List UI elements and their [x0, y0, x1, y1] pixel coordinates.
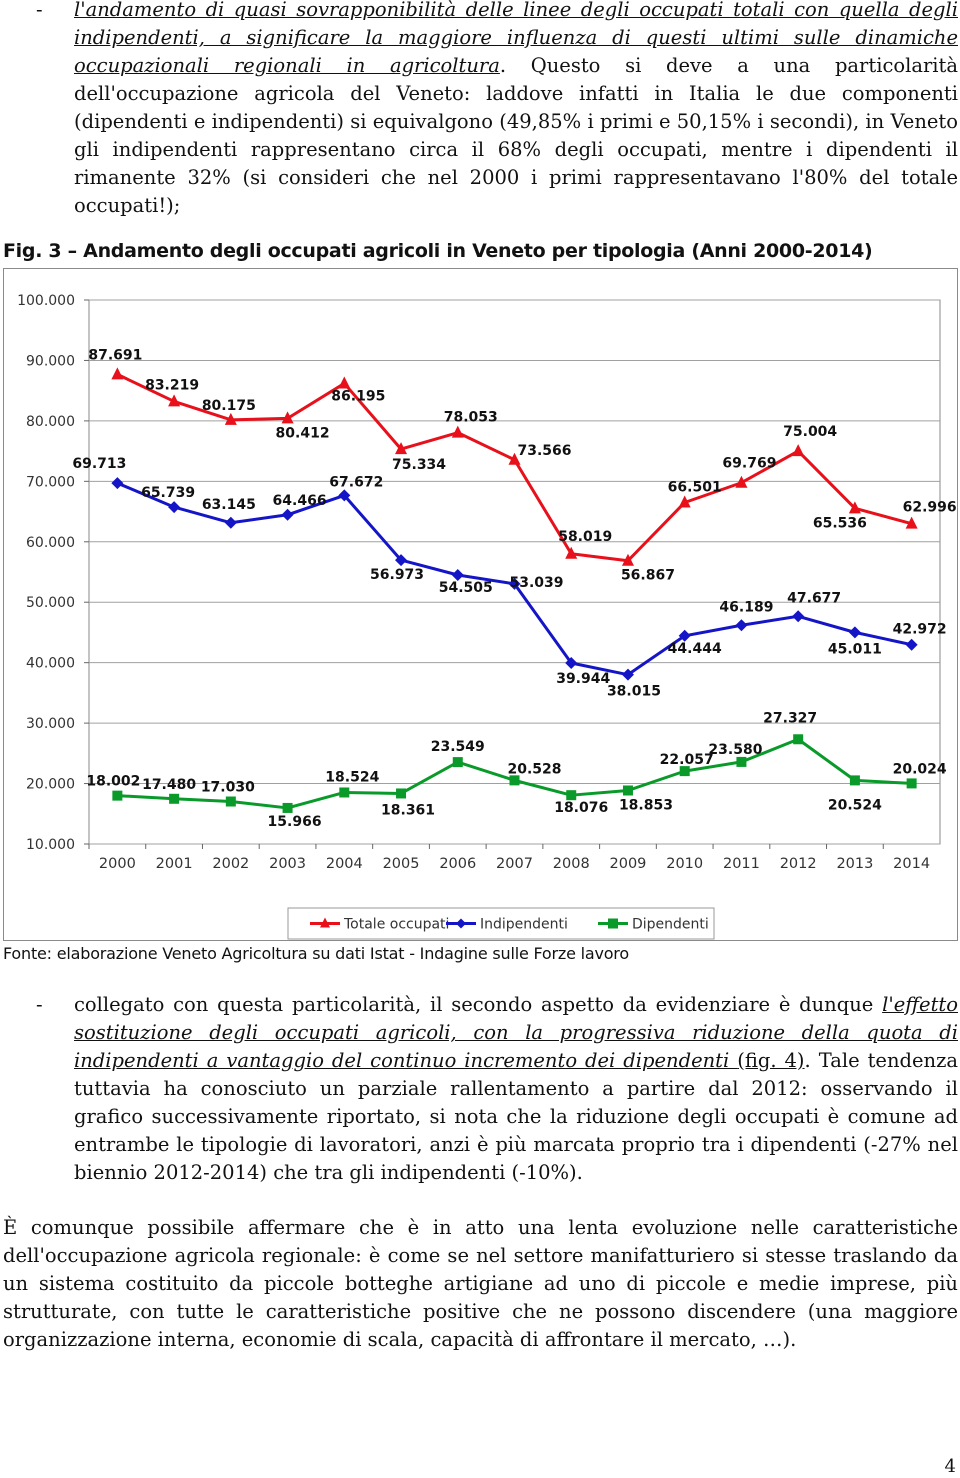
data-label: 73.566: [517, 442, 572, 459]
data-label: 75.334: [392, 457, 447, 474]
data-label: 69.713: [72, 456, 127, 473]
data-point: [566, 790, 576, 800]
x-tick-label: 2002: [212, 856, 250, 872]
x-tick-label: 2010: [666, 856, 704, 872]
data-label: 65.739: [141, 485, 196, 502]
data-point: [339, 787, 349, 797]
data-label: 38.015: [606, 683, 661, 700]
data-label: 18.076: [554, 800, 609, 817]
data-label: 23.580: [708, 741, 763, 758]
data-label: 17.030: [200, 779, 255, 796]
data-point: [396, 788, 406, 798]
x-tick-label: 2008: [552, 856, 590, 872]
figure-source: Fonte: elaborazione Veneto Agricoltura su dati Istat - Indagine sulle Forze lavoro: [3, 944, 629, 963]
x-tick-label: 2014: [893, 856, 931, 872]
data-label: 86.195: [331, 388, 386, 405]
y-tick-label: 40.000: [26, 655, 75, 672]
data-label: 18.524: [325, 769, 380, 786]
paragraph-1: [74, 0, 958, 220]
data-label: 54.505: [438, 579, 493, 596]
data-point: [453, 757, 463, 767]
x-tick-label: 2000: [98, 856, 136, 872]
paragraph-3: È comunque possibile affermare che è in atto una lenta evoluzione nelle caratteristiche dell'occupazione agricola regionale: è come se nel settore manifatturiero si stesse traslando da un sistema costituito da piccole botteghe artigiane ad uno di piccole e medie imprese, più strutturate, con tutte le caratteristiche positive che ne possono discendere (una maggiore organizzazione interna, economie di scala, capacità di affrontare il mercato, …).: [3, 1216, 958, 1351]
data-label: 58.019: [558, 528, 613, 545]
x-tick-label: 2009: [609, 856, 647, 872]
data-label: 78.053: [443, 409, 498, 426]
y-tick-label: 50.000: [26, 595, 75, 612]
y-tick-label: 60.000: [26, 534, 75, 551]
data-point: [623, 785, 633, 795]
legend-marker: [608, 919, 618, 929]
data-point: [226, 797, 236, 807]
data-label: 15.966: [267, 813, 322, 830]
paragraph-1-text: . Questo si deve a una particolarità dell'occupazione agricola del Veneto: laddove infatti in Italia le due componenti (dipendenti e indipendenti) si equivalgono (49,85% i primi e 50,15% i secondi), in Veneto gli indipendenti rappresentano circa il 68% degli occupati, mentre i dipendenti il rimanente 32% (si consideri che nel 2000 i primi rappresentavano l'80% del totale occupati!);: [74, 54, 958, 217]
y-tick-label: 90.000: [26, 353, 75, 370]
x-tick-label: 2006: [439, 856, 477, 872]
data-label: 75.004: [783, 424, 838, 441]
data-label: 62.996: [902, 499, 957, 516]
data-point: [169, 794, 179, 804]
data-label: 20.528: [507, 761, 562, 778]
data-label: 56.973: [370, 567, 425, 584]
data-label: 87.691: [88, 347, 143, 364]
legend-label: Dipendenti: [632, 916, 709, 933]
data-label: 20.524: [827, 797, 882, 814]
y-tick-label: 10.000: [26, 837, 75, 853]
data-label: 39.944: [556, 671, 611, 688]
bullet-dash: -: [36, 993, 43, 1016]
paragraph-2-emphasis: l'effetto sostituzione degli occupati agricoli, con la progressiva riduzione della quota di indipendenti a vantaggio del continuo incremento dei dipendenti: [74, 993, 958, 1072]
data-label: 17.480: [142, 776, 197, 793]
y-tick-label: 80.000: [26, 413, 75, 430]
x-tick-label: 2004: [325, 856, 363, 872]
data-label: 83.219: [145, 377, 200, 394]
data-label: 20.024: [892, 761, 947, 778]
data-label: 42.972: [892, 621, 947, 638]
data-label: 44.444: [667, 640, 722, 657]
chart-frame: [3, 268, 958, 941]
data-label: 22.057: [659, 752, 714, 769]
y-tick-label: 20.000: [26, 776, 75, 793]
y-tick-label: 100.000: [17, 293, 75, 309]
data-label: 18.853: [618, 797, 673, 814]
paragraph-1-emphasis: l'andamento di quasi sovrapponibilità delle linee degli occupati totali con quella degli indipendenti, a significare la maggiore influenza di questi ultimi sulle dinamiche occupazionali regionali in agricoltura: [74, 0, 958, 77]
data-label: 80.412: [275, 425, 330, 442]
x-tick-label: 2011: [722, 856, 760, 872]
data-label: 23.549: [430, 739, 485, 756]
data-label: 63.145: [201, 496, 256, 513]
legend-label: Indipendenti: [480, 916, 568, 933]
data-label: 56.867: [620, 567, 675, 584]
x-tick-label: 2001: [155, 856, 193, 872]
data-label: 65.536: [812, 515, 867, 532]
x-tick-label: 2013: [836, 856, 874, 872]
data-point: [793, 734, 803, 744]
data-point: [112, 791, 122, 801]
data-label: 47.677: [787, 590, 842, 607]
data-point: [907, 778, 917, 788]
figure-reference-link[interactable]: (fig. 4): [737, 1049, 805, 1072]
x-tick-label: 2003: [269, 856, 307, 872]
data-label: 18.361: [381, 802, 436, 819]
x-tick-label: 2007: [496, 856, 533, 872]
data-label: 67.672: [329, 474, 384, 491]
legend-label: Totale occupati: [344, 916, 450, 933]
data-label: 53.039: [509, 574, 564, 591]
y-tick-label: 30.000: [26, 716, 75, 733]
data-label: 45.011: [827, 641, 882, 658]
data-point: [850, 775, 860, 785]
figure-caption: Fig. 3 – Andamento degli occupati agricoli in Veneto per tipologia (Anni 2000-2014): [3, 240, 873, 262]
bullet-dash: -: [36, 0, 43, 21]
data-point: [283, 803, 293, 813]
y-tick-label: 70.000: [26, 474, 75, 491]
paragraph-2-text: . Tale tendenza tuttavia ha conosciuto un parziale rallentamento a partire dal 2012: osservando il grafico successivamente riportato, si nota che la riduzione degli occupati è comune ad entrambe le tipologie di lavoratori, anzi è più marcata proprio tra i dipendenti (-27% nel biennio 2012-2014) che tra gli indipendenti (-10%).: [74, 1049, 959, 1184]
x-tick-label: 2012: [779, 856, 817, 872]
data-label: 69.769: [722, 455, 777, 472]
data-label: 80.175: [201, 397, 256, 414]
line-chart: [4, 269, 957, 940]
data-label: 46.189: [719, 599, 774, 616]
data-point: [736, 757, 746, 767]
data-label: 18.002: [86, 773, 141, 790]
paragraph-2: [74, 991, 958, 1187]
data-label: 64.466: [272, 492, 327, 509]
page-number: 4: [944, 1456, 956, 1477]
data-label: 66.501: [667, 479, 722, 496]
x-tick-label: 2005: [382, 856, 420, 872]
data-label: 27.327: [763, 710, 818, 727]
paragraph-2-lead: collegato con questa particolarità, il secondo aspetto da evidenziare è dunque: [74, 993, 883, 1016]
